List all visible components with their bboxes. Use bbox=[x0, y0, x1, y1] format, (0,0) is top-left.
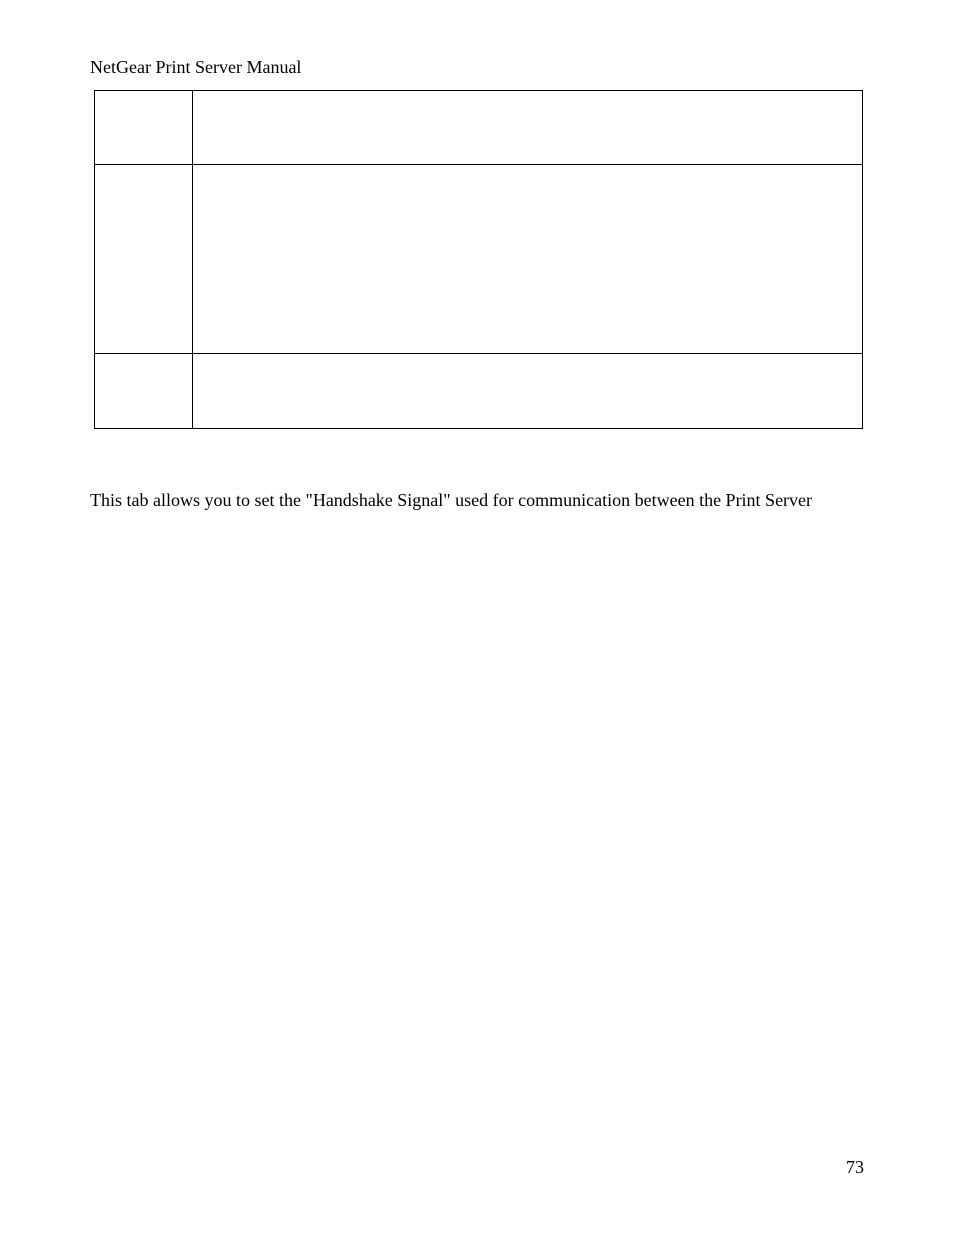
page-number: 73 bbox=[846, 1157, 864, 1177]
table-cell-description bbox=[193, 165, 863, 354]
table-row bbox=[95, 91, 863, 165]
body-paragraph: This tab allows you to set the "Handshake Signal" used for communication between the Print Server bbox=[90, 490, 813, 510]
table-row bbox=[95, 354, 863, 429]
table-row bbox=[95, 165, 863, 354]
running-header: NetGear Print Server Manual bbox=[90, 57, 302, 77]
table-cell-description bbox=[193, 354, 863, 429]
table-cell-label bbox=[95, 165, 193, 354]
table-cell-description bbox=[193, 91, 863, 165]
settings-table bbox=[94, 90, 863, 429]
table-cell-label bbox=[95, 354, 193, 429]
table-cell-label bbox=[95, 91, 193, 165]
